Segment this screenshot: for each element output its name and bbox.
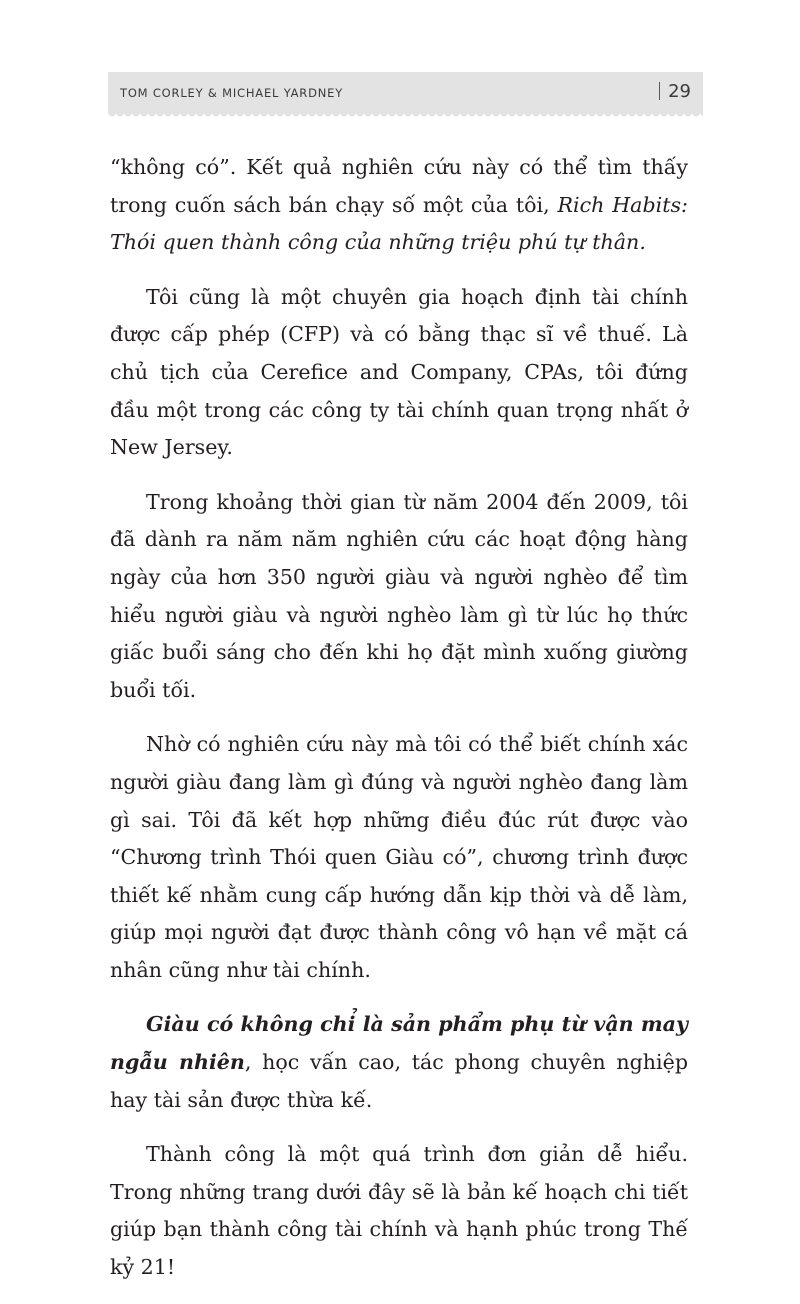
running-header: [108, 72, 703, 114]
paragraph-4: Nhờ có nghiên cứu này mà tôi có thể biết chính xác người giàu đang làm gì đúng và người nghèo đang làm gì sai. Tôi đã kết hợp những điều đúc rút được vào “Chương trình Thói quen Giàu có”, chương trình được thiết kế nhằm cung cấp hướng dẫn kịp thời và dễ làm, giúp mọi người đạt được thành công vô hạn về mặt cá nhân cũng như tài chính.: [110, 732, 688, 982]
emphasis-text: Giàu có không chỉ là sản phẩm phụ từ vận may ngẫu nhiên: [110, 1012, 688, 1075]
paragraph-1-text: “không có”. Kết quả nghiên cứu này có thể tìm thấy trong cuốn sách bán chạy số một của tôi,: [110, 155, 688, 217]
paragraph-6: Thành công là một quá trình đơn giản dễ hiểu. Trong những trang dưới đây sẽ là bản kế hoạch chi tiết giúp bạn thành công tài chính và hạnh phúc trong Thế kỷ 21!: [110, 1142, 688, 1280]
paragraph-2: Tôi cũng là một chuyên gia hoạch định tài chính được cấp phép (CFP) và có bằng thạc sĩ về thuế. Là chủ tịch của Cerefice and Company, CPAs, tôi đứng đầu một trong các công ty tài chính quan trọng nhất ở New Jersey.: [110, 284, 688, 460]
paragraph-1: [110, 149, 688, 262]
paragraph-5-text: , học vấn cao, tác phong chuyên nghiệp hay tài sản được thừa kế.: [110, 1050, 689, 1112]
paragraph-5: [110, 1006, 688, 1119]
page-body: [110, 149, 688, 1304]
page-number-divider: [659, 82, 660, 100]
paragraph-3: Trong khoảng thời gian từ năm 2004 đến 2009, tôi đã dành ra năm năm nghiên cứu các hoạt động hàng ngày của hơn 350 người giàu và người nghèo để tìm hiểu người giàu và người nghèo làm gì từ lúc họ thức giấc buổi sáng cho đến khi họ đặt mình xuống giường buổi tối.: [110, 489, 688, 702]
page-number-value: 29: [668, 81, 691, 102]
book-title: Rich Habits: Thói quen thành công của những triệu phú tự thân.: [110, 192, 688, 255]
page-number: [659, 81, 691, 102]
header-author: TOM CORLEY & MICHAEL YARDNEY: [120, 86, 344, 100]
